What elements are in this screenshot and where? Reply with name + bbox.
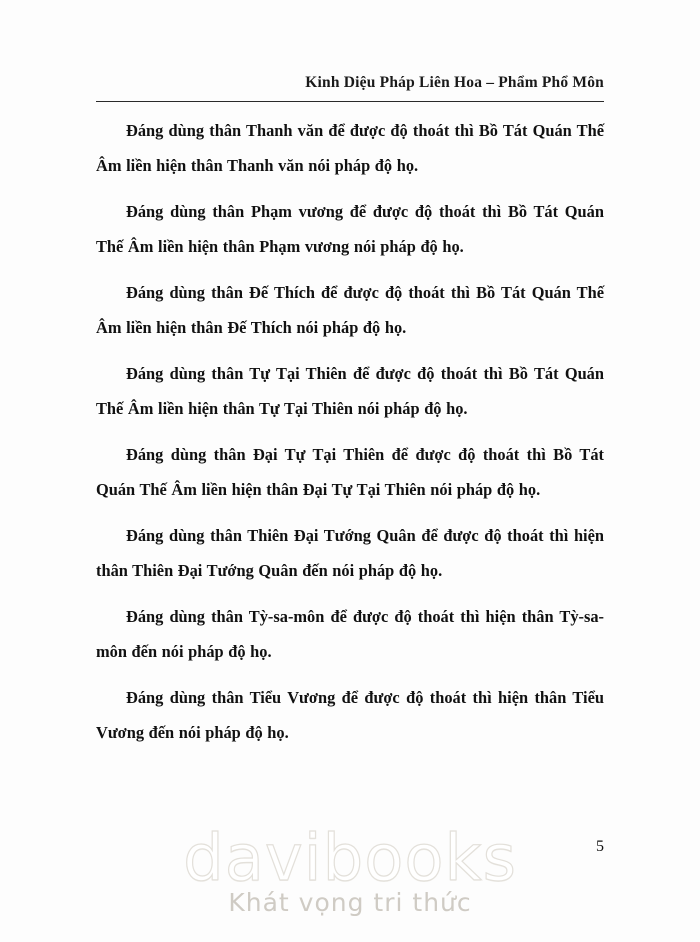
paragraph: Đáng dùng thân Phạm vương để được độ thoát thì Bồ Tát Quán Thế Âm liền hiện thân Phạm vương nói pháp độ họ. [96,202,604,256]
paragraph: Đáng dùng thân Đại Tự Tại Thiên để được độ thoát thì Bồ Tát Quán Thế Âm liền hiện thân Đại Tự Tại Thiên nói pháp độ họ. [96,445,604,499]
paragraph: Đáng dùng thân Tiểu Vương để được độ thoát thì hiện thân Tiểu Vương đến nói pháp độ họ. [96,688,604,742]
watermark-tagline: Khát vọng tri thức [228,888,472,917]
running-head: Kinh Diệu Pháp Liên Hoa – Phẩm Phổ Môn [305,74,604,91]
paragraph: Đáng dùng thân Thanh văn để được độ thoát thì Bồ Tát Quán Thế Âm liền hiện thân Thanh văn nói pháp độ họ. [96,121,604,175]
paragraph: Đáng dùng thân Tỳ-sa-môn để được độ thoát thì hiện thân Tỳ-sa-môn đến nói pháp độ họ. [96,607,604,661]
body-text [96,113,604,761]
watermark [0,822,700,918]
paragraph: Đáng dùng thân Đế Thích để được độ thoát thì Bồ Tát Quán Thế Âm liền hiện thân Đế Thích nói pháp độ họ. [96,283,604,337]
paragraph: Đáng dùng thân Thiên Đại Tướng Quân để được độ thoát thì hiện thân Thiên Đại Tướng Quân đến nói pháp độ họ. [96,526,604,580]
page-number: 5 [596,838,604,855]
watermark-brand: davibooks [183,822,517,896]
paragraph: Đáng dùng thân Tự Tại Thiên để được độ thoát thì Bồ Tát Quán Thế Âm liền hiện thân Tự Tại Thiên nói pháp độ họ. [96,364,604,418]
header-divider [96,101,604,102]
